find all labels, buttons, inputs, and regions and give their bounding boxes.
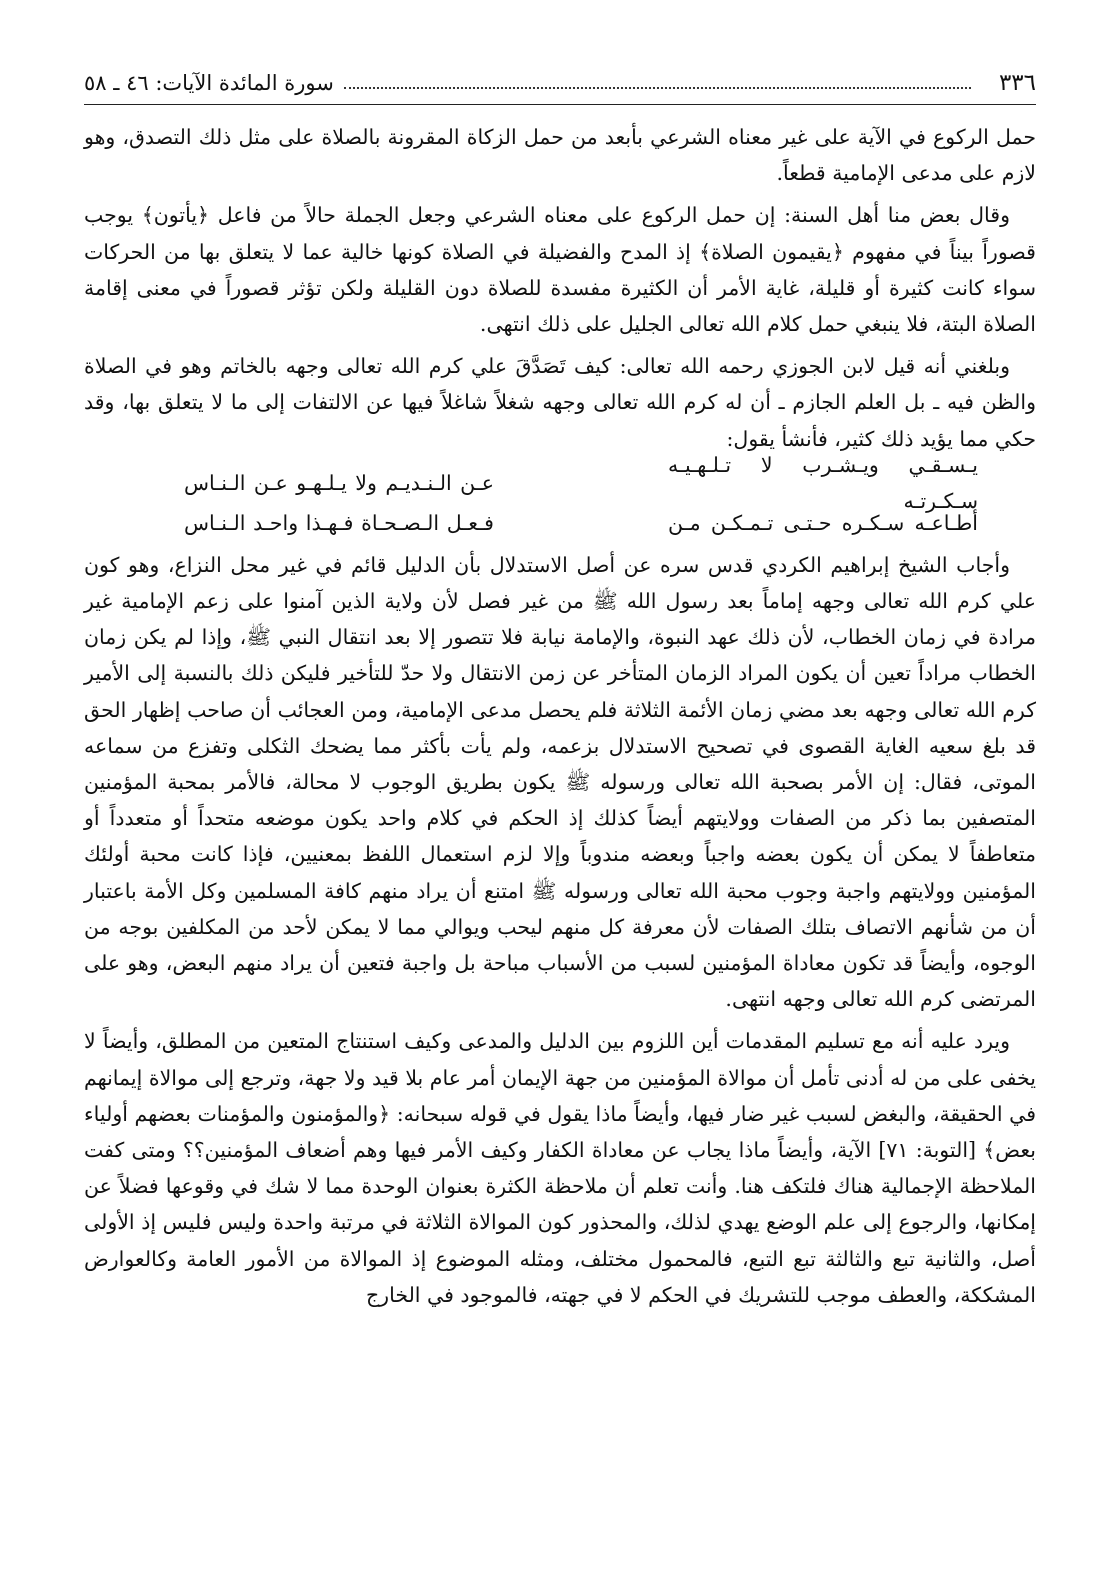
- verse-line: [84, 503, 1036, 543]
- dotted-leader: [344, 87, 971, 89]
- verse-second-hemistich: عـن الـنـديـم ولا يـلـهـو عـن الـنـاس: [184, 470, 494, 495]
- body-text: [84, 119, 1036, 1313]
- verse-first-hemistich: يـسـقـي ويـشـرب لا تـلـهـيـه سـكـرتـه: [668, 452, 978, 513]
- verse-line: [84, 452, 1036, 513]
- running-head: [84, 62, 1036, 105]
- running-title: سورة المائدة الآيات: ٤٦ ـ ٥٨: [84, 70, 334, 95]
- book-page: [84, 62, 1036, 1562]
- paragraph: وأجاب الشيخ إبراهيم الكردي قدس سره عن أصل الاستدلال بأن الدليل قائم في غير محل النزاع، وهو كون علي كرم الله تعالى وجهه إماماً بعد رسول الله ﷺ من غير فصل لأن ولاية الذين آمنوا على زعم الإمامية غير مرادة في زمان الخطاب، لأن ذلك عهد النبوة، والإمامة نيابة فلا تتصور إلا بعد انتقال النبي ﷺ، وإذا لم يكن زمان الخطاب مراداً تعين أن يكون المراد الزمان المتأخر عن زمن الانتقال ولا حدّ للتأخير فليكن ذلك بالنسبة إلى الأمير كرم الله تعالى وجهه بعد مضي زمان الأئمة الثلاثة فلم يحصل مدعى الإمامية، ومن العجائب أن صاحب إظهار الحق قد بلغ سعيه الغاية القصوى في تصحيح الاستدلال بزعمه، ولم يأت بأكثر مما يضحك الثكلى وتفزع من سماعه الموتى، فقال: إن الأمر بصحبة الله تعالى ورسوله ﷺ يكون بطريق الوجوب لا محالة، فالأمر بمحبة المؤمنين المتصفين بما ذكر من الصفات وولايتهم أيضاً كذلك إذ الحكم في كلام واحد يكون موضعه متحداً أو متعدداً أو متعاطفاً لا يمكن أن يكون بعضه واجباً وبعضه مندوباً وإلا لزم استعمال اللفظ بمعنيين، فإذا كانت محبة أولئك المؤمنين وولايتهم واجبة وجوب محبة الله تعالى ورسوله ﷺ امتنع أن يراد منهم كافة المسلمين وكل الأمة باعتبار أن من شأنهم الاتصاف بتلك الصفات لأن معرفة كل منهم ليحب ويوالي مما لا يمكن لأحد من المكلفين بوجه من الوجوه، وأيضاً قد تكون معاداة المؤمنين لسبب من الأسباب مباحة بل واجبة فتعين أن يراد منهم البعض، وهو على المرتضى كرم الله تعالى وجهه انتهى.: [84, 552, 1036, 1012]
- paragraph: وقال بعض منا أهل السنة: إن حمل الركوع على معناه الشرعي وجعل الجملة حالاً من فاعل ﴿يأتون﴾ يوجب قصوراً بيناً في مفهوم ﴿يقيمون الصلاة﴾ إذ المدح والفضيلة في الصلاة كونها خالية عما لا يتعلق بها من الحركات سواء كانت كثيرة أو قليلة، غاية الأمر أن الكثيرة مفسدة للصلاة دون القليلة ولكن تؤثر قصوراً في معنى إقامة الصلاة البتة، فلا ينبغي حمل كلام الله تعالى الجليل على ذلك انتهى.: [84, 203, 1036, 337]
- poem: [84, 452, 1036, 543]
- paragraph: حمل الركوع في الآية على غير معناه الشرعي بأبعد من حمل الزكاة المقرونة بالصلاة على مثل ذلك التصدق، وهو لازم على مدعى الإمامية قطعاً.: [84, 125, 1036, 186]
- verse-second-hemistich: فـعـل الـصـحـاة فـهـذا واحـد الـنـاس: [184, 510, 494, 535]
- page-number: ٣٣٦: [998, 69, 1036, 96]
- paragraph: وبلغني أنه قيل لابن الجوزي رحمه الله تعالى: كيف تَصَدَّقَ علي كرم الله تعالى وجهه بالخاتم وهو في الصلاة والظن فيه ـ بل العلم الجازم ـ أن له كرم الله تعالى وجهه شغلاً شاغلاً فيها عن الالتفات إلى ما لا يتعلق بها، وقد حكي مما يؤيد ذلك كثير، فأنشأ يقول:: [84, 354, 1036, 451]
- paragraph: ويرد عليه أنه مع تسليم المقدمات أين اللزوم بين الدليل والمدعى وكيف استنتاج المتعين من المطلق، وأيضاً لا يخفى على من له أدنى تأمل أن موالاة المؤمنين من جهة الإيمان أمر عام بلا قيد ولا جهة، وترجع إلى موالاة إيمانهم في الحقيقة، والبغض لسبب غير ضار فيها، وأيضاً ماذا يقول في قوله سبحانه: ﴿والمؤمنون والمؤمنات بعضهم أولياء بعض﴾ [التوبة: ٧١] الآية، وأيضاً ماذا يجاب عن معاداة الكفار وكيف الأمر فيها وهم أضعاف المؤمنين؟؟ ومتى كفت الملاحظة الإجمالية هناك فلتكف هنا. وأنت تعلم أن ملاحظة الكثرة بعنوان الوحدة مما لا شك في وقوعها فضلاً عن إمكانها، والرجوع إلى علم الوضع يهدي لذلك، والمحذور كون الموالاة الثلاثة في مرتبة واحدة وليس فليس إذ الأولى أصل، والثانية تبع والثالثة تبع التبع، فالمحمول مختلف، ومثله الموضوع إذ الموالاة من الأمور العامة وكالعوارض المشككة، والعطف موجب للتشريك في الحكم لا في جهته، فالموجود في الخارج: [84, 1029, 1036, 1307]
- verse-first-hemistich: أطـاعـه سـكـره حـتـى تـمـكـن مـن: [668, 510, 978, 535]
